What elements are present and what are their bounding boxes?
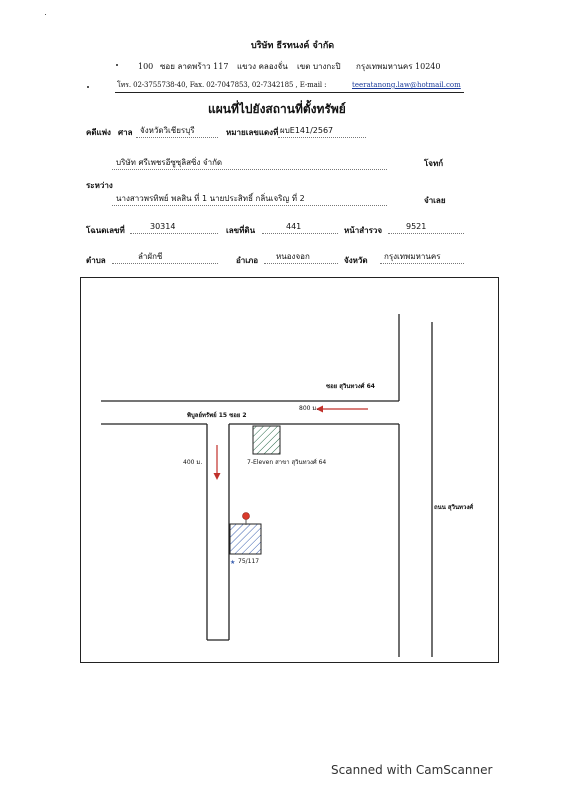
survey-dotted-line xyxy=(388,233,464,234)
defendant-dotted-line xyxy=(112,205,387,206)
address-city: กรุงเทพมหานคร 10240 xyxy=(356,62,441,71)
plaintiff-value: บริษัท ศรีเพชรอีซูซุลิสซิ่ง จำกัด xyxy=(116,158,223,167)
pibul-soi-road xyxy=(207,424,229,640)
survey-page-value: 9521 xyxy=(406,222,427,231)
amphoe-value: หนองจอก xyxy=(276,252,310,261)
header-rule xyxy=(115,92,464,93)
deed-number-value: 30314 xyxy=(150,222,176,231)
address-number: 100 xyxy=(138,62,154,71)
arrow-400m xyxy=(214,445,221,480)
amphoe-label: อำเภอ xyxy=(236,255,259,265)
house-number-label: 75/117 xyxy=(238,558,260,565)
house-marker-icon: ★ xyxy=(230,559,236,566)
plaintiff-label: โจทก์ xyxy=(424,158,444,168)
soi-64-label: ซอย สุวินทวงศ์ 64 xyxy=(326,383,375,390)
distance-400m-label: 400 ม. xyxy=(183,459,203,466)
soi-64-road xyxy=(101,314,399,657)
land-dotted-line xyxy=(262,233,338,234)
company-name: บริษัท ธีรทนงค์ จำกัด xyxy=(251,41,335,51)
address-road: ซอย ลาดพร้าว 117 xyxy=(160,62,229,71)
case-number-label: หมายเลขแดงที่ xyxy=(226,127,279,137)
seven-eleven-building xyxy=(253,426,280,454)
court-value: จังหวัดวิเชียรบุรี xyxy=(140,126,195,135)
target-property-building xyxy=(230,524,261,554)
scanner-watermark: Scanned with CamScanner xyxy=(331,763,493,777)
map-drawing xyxy=(80,277,499,663)
amphoe-dotted-line xyxy=(264,263,338,264)
seven-eleven-label: 7-Eleven สาขา สุวินทวงศ์ 64 xyxy=(247,459,327,466)
land-number-value: 441 xyxy=(286,222,302,231)
address-district: เขต บางกะปิ xyxy=(297,62,341,71)
between-label: ระหว่าง xyxy=(86,180,113,190)
province-dotted-line xyxy=(380,263,464,264)
court-dotted-line xyxy=(136,137,218,138)
deed-dotted-line xyxy=(130,233,218,234)
email-link[interactable]: teeratanong.law@hotmail.com xyxy=(352,81,461,89)
arrow-800m xyxy=(316,406,368,413)
province-label: จังหวัด xyxy=(344,255,368,265)
plaintiff-dotted-line xyxy=(112,169,387,170)
location-map xyxy=(80,277,499,663)
contact-phones: โทร. 02-3755738-40, Fax. 02-7047853, 02-7342185 , E-mail : xyxy=(117,81,327,89)
province-value: กรุงเทพมหานคร xyxy=(384,252,441,261)
address-subdistrict: แขวง คลองจั่น xyxy=(237,62,288,71)
tambon-label: ตำบล xyxy=(86,255,106,265)
tambon-value: ลำผักชี xyxy=(138,252,163,261)
land-number-label: เลขที่ดิน xyxy=(226,225,256,235)
location-pin-icon xyxy=(243,513,250,526)
page-title: แผนที่ไปยังสถานที่ตั้งทรัพย์ xyxy=(208,102,346,116)
defendant-value: นางสาวพรทิพย์ พลสิน ที่ 1 นายประสิทธิ์ กลิ่นเจริญ ที่ 2 xyxy=(116,194,305,203)
deed-number-label: โฉนดเลขที่ xyxy=(86,225,125,235)
distance-800m-label: 800 ม. xyxy=(299,405,319,412)
scan-mark xyxy=(87,86,89,88)
scan-mark xyxy=(45,14,46,15)
main-road-label: ถนน สุวินทวงศ์ xyxy=(434,504,474,511)
court-label: ศาล xyxy=(118,127,133,137)
case-type-label: คดีแพ่ง xyxy=(86,127,111,137)
defendant-label: จำเลย xyxy=(424,195,446,205)
tambon-dotted-line xyxy=(112,263,218,264)
case-number-value: ผบE141/2567 xyxy=(280,126,334,135)
survey-page-label: หน้าสำรวจ xyxy=(344,225,383,235)
scan-mark xyxy=(116,64,118,66)
case-number-dotted-line xyxy=(278,137,366,138)
pibul-soi-label: พิบูลย์ทรัพย์ 15 ซอย 2 xyxy=(187,412,247,419)
